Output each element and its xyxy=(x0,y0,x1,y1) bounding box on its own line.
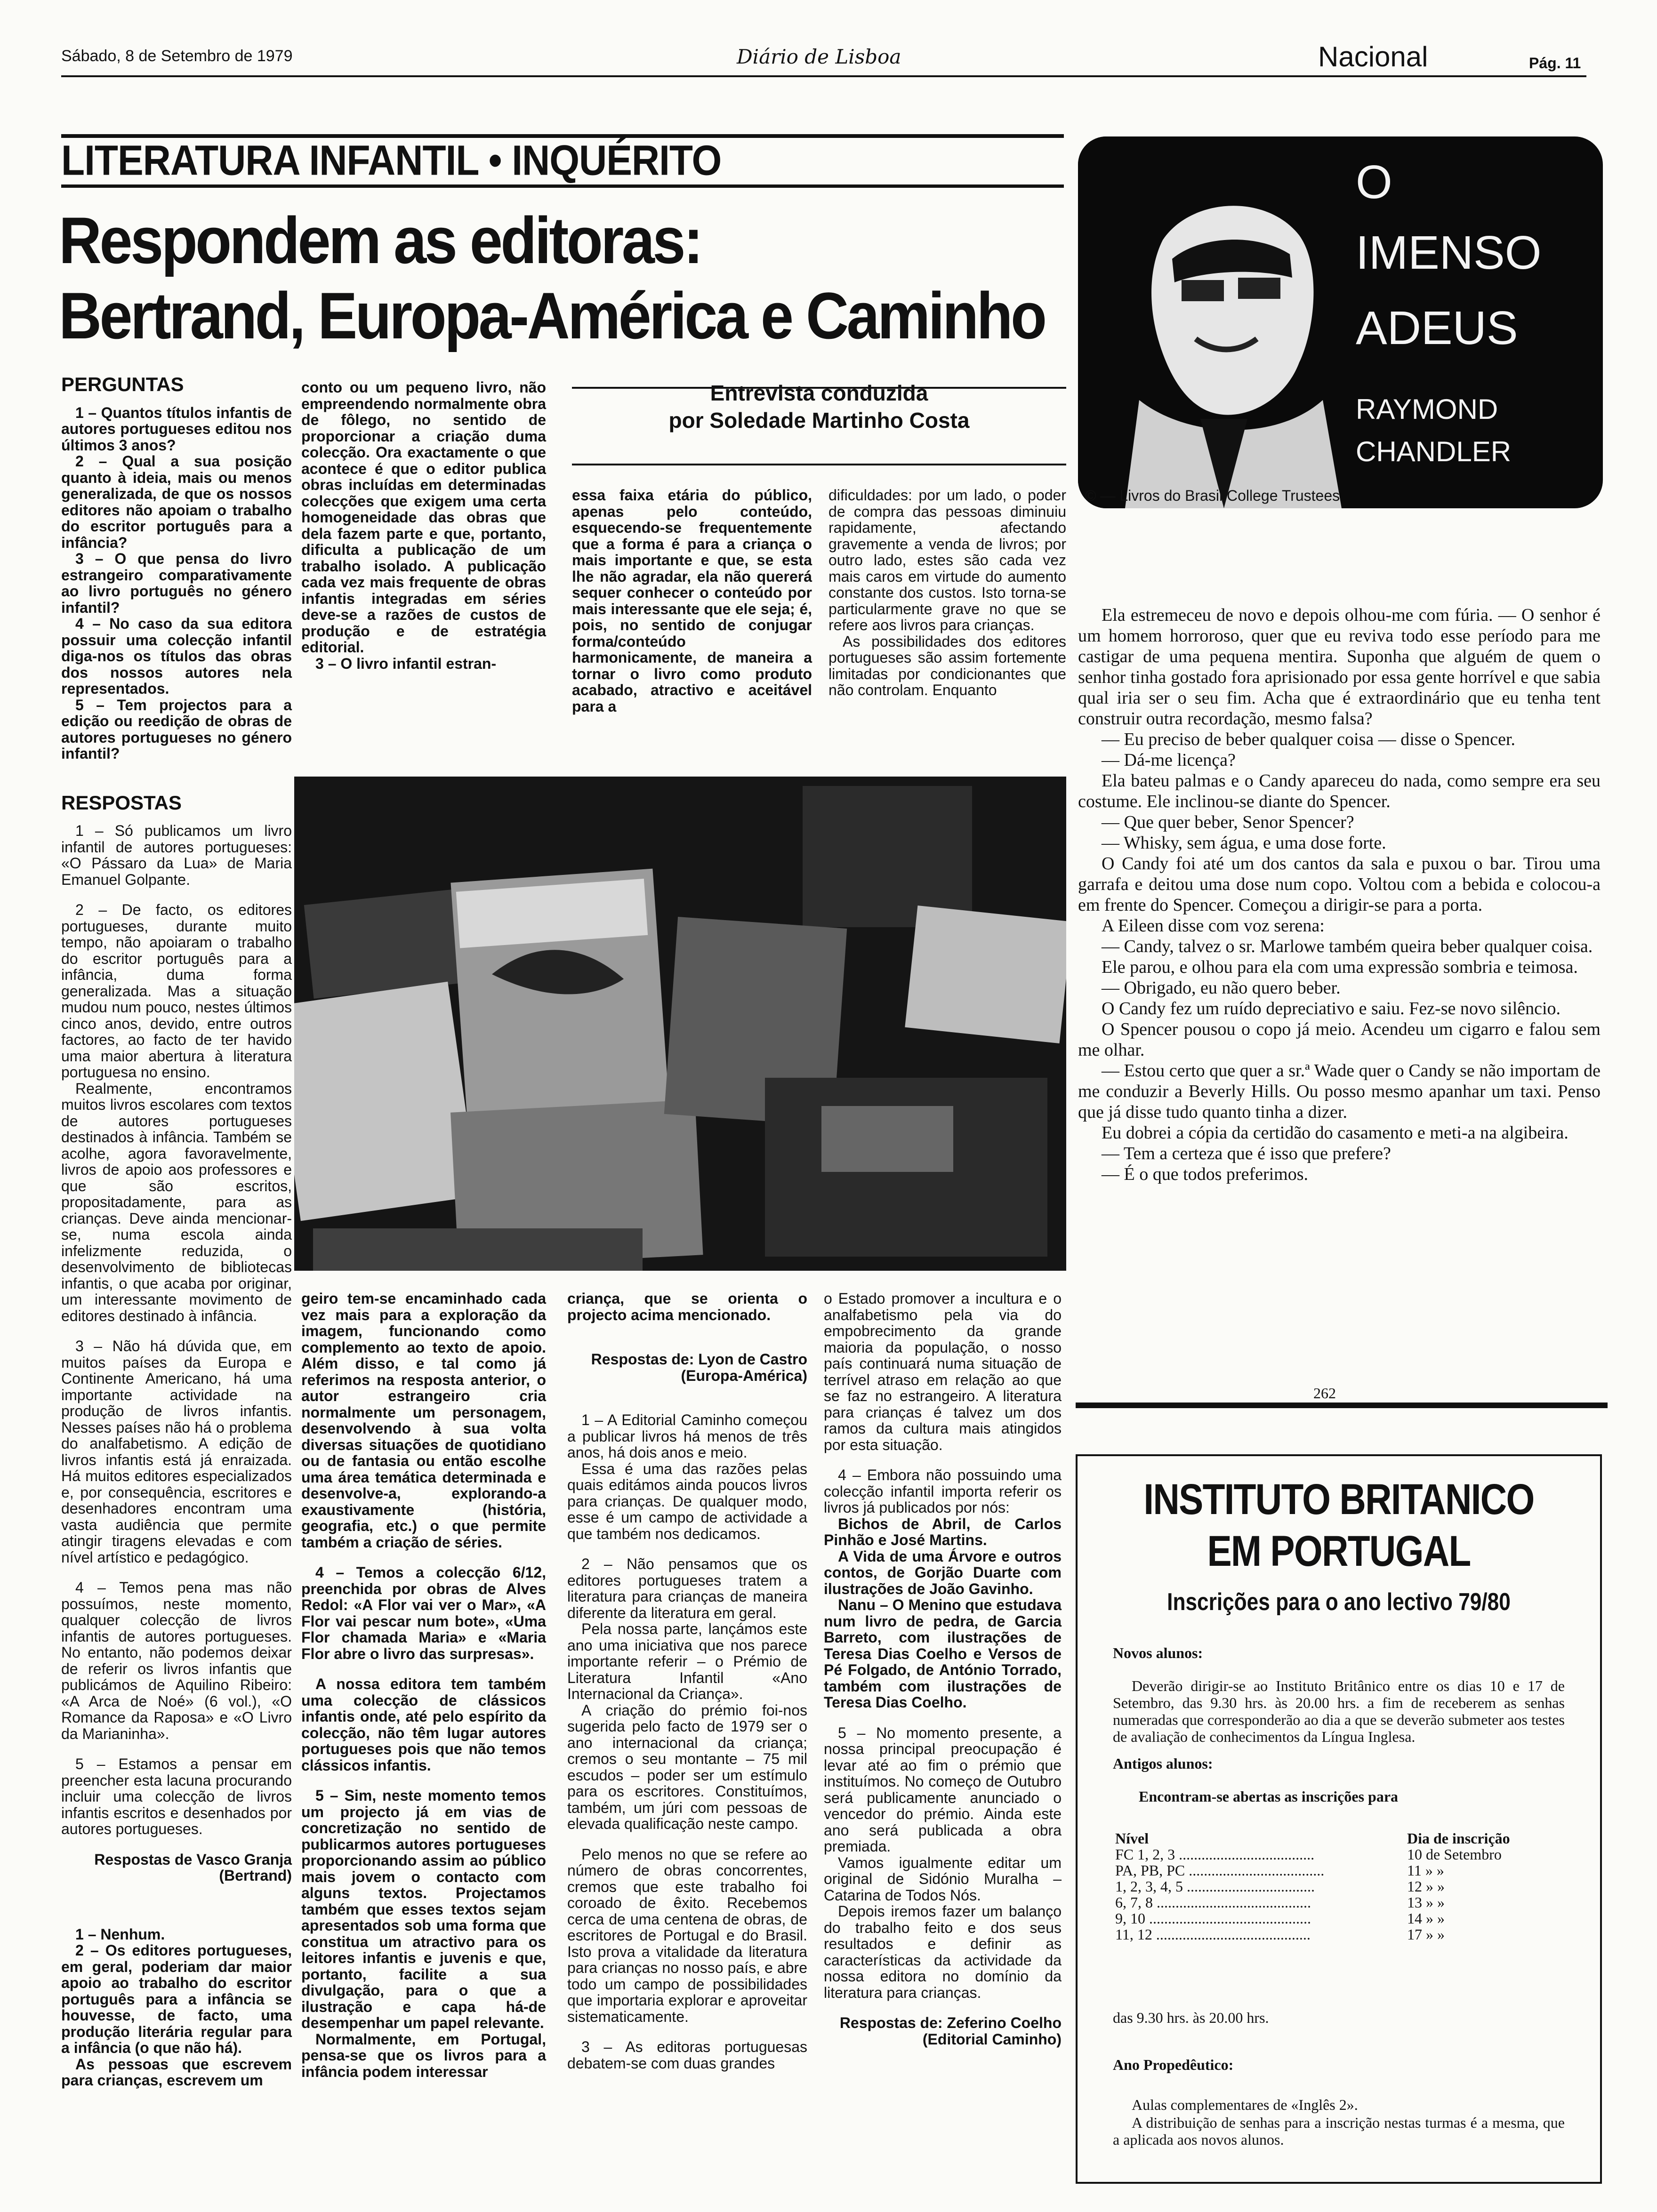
caminho-answer-2b: Pela nossa parte, lançámos este ano uma iniciativa que nos parece importante referir – o Prémio de Literatura Infantil «Ano Internacional da Criança». xyxy=(567,1620,807,1702)
prop-text-1: Aulas complementares de «Inglês 2». xyxy=(1132,2096,1358,2113)
column-4-bottom xyxy=(824,1290,1062,2061)
prop-heading: Ano Propedêutico: xyxy=(1113,2056,1234,2073)
book-title-line-1: O xyxy=(1356,156,1392,208)
page-number: Pág. 11 xyxy=(1529,55,1581,72)
day-cell: 10 de Setembro xyxy=(1407,1846,1502,1863)
ea-answer-2-cont: As pessoas que escrevem para crianças, escrevem um xyxy=(61,2055,292,2089)
col2-top-text: conto ou um pequeno livro, não empreendendo normalmente obra de fôlego, no sentido de proporcionar a criação duma colecção. Ora exactamente o que acontece é que o editor publica obras incluídas em determinadas colecções que exigem uma certa homogeneidade das obras que dela fazem parte e que, portanto, dificulta a publicação de um trabalho isolado. A publicação cada vez mais frequente de obras infantis integradas em séries deve-se a razões de custos de produção e de estratégia editorial. xyxy=(301,379,546,656)
caminho-answer-2c: A criação do prémio foi-nos sugerida pelo facto de 1979 ser o ano internacional da criança; cremos o seu montante – 75 mil escudos – poder ser um estímulo para os escritores. Constituímos, também, um júri com pessoas de elevada qualificação neste campo. xyxy=(567,1701,807,1832)
question-3: 3 – O que pensa do livro estrangeiro comparativamente ao livro português no género infantil? xyxy=(61,550,292,616)
institute-title-line-2: EM PORTUGAL xyxy=(1207,1527,1471,1575)
col4-top-text-b: As possibilidades dos editores portugueses são assim fortemente limitadas por condicionantes que não controlam. Enquanto xyxy=(828,633,1066,698)
caminho-answer-5: 5 – No momento presente, a nossa principal preocupação é levar até ao fim o prémio que instituímos. No começo de Outubro será publicamente anunciado o vencedor do prémio. Ainda este ano será publicada a obra premiada. xyxy=(824,1724,1062,1855)
institute-advert xyxy=(1076,1454,1602,2184)
table-row xyxy=(1115,1910,1558,1926)
kicker-rule-bottom xyxy=(61,184,1064,188)
book-author-line-1: RAYMOND xyxy=(1356,393,1498,425)
novel-paragraph: — Eu preciso de beber qualquer coisa — disse o Spencer. xyxy=(1102,729,1516,749)
novel-paragraph: A Eileen disse com voz serena: xyxy=(1102,916,1325,936)
level-cell: 9, 10 ........................................... xyxy=(1115,1910,1311,1927)
novel-paragraph: — Obrigado, eu não quero beber. xyxy=(1102,978,1341,998)
question-1: 1 – Quantos títulos infantis de autores portugueses editou nos últimos 3 anos? xyxy=(61,404,292,454)
old-students-text: Encontram-se abertas as inscrições para xyxy=(1139,1788,1399,1805)
column-3-top xyxy=(572,487,812,729)
author-portrait xyxy=(1078,136,1351,508)
level-cell: 6, 7, 8 ......................................... xyxy=(1115,1894,1311,1911)
novel-paragraph: O Spencer pousou o copo já meio. Acendeu um cigarro e falou sem me olhar. xyxy=(1078,1019,1601,1060)
level-cell: 11, 12 ......................................... xyxy=(1115,1926,1311,1943)
signature-bertrand: Respostas de Vasco Granja (Bertrand) xyxy=(94,1851,292,1884)
byline-rule-bottom xyxy=(572,464,1066,465)
ea-answer-1: 1 – Nenhum. xyxy=(75,1925,165,1943)
book-author-line-2: CHANDLER xyxy=(1356,436,1512,467)
caminho-answer-5c: Depois iremos fazer um balanço do trabalho feito e dos seus resultados e definir as características da actividade da nossa editora no domínio da literatura para crianças. xyxy=(824,1903,1062,2001)
novel-paragraph: — Que quer beber, Senor Spencer? xyxy=(1102,812,1354,832)
col2-bottom-text-e: Normalmente, em Portugal, pensa-se que os livros para a infância podem interessar xyxy=(301,2030,546,2080)
novel-paragraph: Ela bateu palmas e o Candy apareceu do nada, como sempre era seu costume. Ele inclinou-se diante do Spencer. xyxy=(1078,771,1601,811)
answer-1: 1 – Só publicamos um livro infantil de autores portugueses: «O Pássaro da Lua» de Maria Emanuel Golpante. xyxy=(61,822,292,888)
question-2: 2 – Qual a sua posição quanto à ideia, mais ou menos generalizada, de que os nossos editores não apoiam o trabalho do escritor português para a infância? xyxy=(61,453,292,551)
day-column-header: Dia de inscrição xyxy=(1407,1830,1510,1847)
photo-illustration xyxy=(294,777,1066,1271)
novel-paragraph: O Candy fez um ruído depreciativo e saiu. Fez-se novo silêncio. xyxy=(1102,999,1561,1018)
novel-paragraph: Ele parou, e olhou para ela com uma expressão sombria e teimosa. xyxy=(1102,957,1578,977)
ea-answer-2: 2 – Os editores portugueses, em geral, poderiam dar maior apoio ao trabalho do escritor português para a infância se houvesse, de facto, uma produção literária regular para a infância (o que não há). xyxy=(61,1942,292,2056)
novel-paragraph: — Dá-me licença? xyxy=(1102,750,1236,770)
col4-bottom-text: o Estado promover a incultura e o analfabetismo pela via do empobrecimento da grande maioria da população, o nosso país continuará numa situação de terrível atraso em relação ao que se faz no estrangeiro. A literatura para crianças é talvez um dos ramos da cultura mais atingidos por esta situação. xyxy=(824,1290,1062,1453)
answer-2: 2 – De facto, os editores portugueses, durante muito tempo, não apoiaram o trabalho do escritor português para a infância, duma forma generalizada. Mas a situação mudou num pouco, nestes últimos cinco anos, devido, entre outros factores, ao facto de ter havido uma maior abertura à literatura portuguesa no ensino. xyxy=(61,901,292,1081)
day-cell: 13 » » xyxy=(1407,1894,1445,1911)
table-row xyxy=(1115,1846,1558,1862)
issue-date: Sábado, 8 de Setembro de 1979 xyxy=(61,47,293,65)
novel-paragraph: — Estou certo que quer a sr.ª Wade quer o Candy se não importam de me conduzir a Beverly Hills. Ou posso mesmo apanhar um taxi. Penso que já disse tudo quanto tinha a dizer. xyxy=(1078,1061,1601,1122)
article-kicker: LITERATURA INFANTIL • INQUÉRITO xyxy=(61,137,722,184)
table-header xyxy=(1115,1830,1558,1846)
book-title-line-2: IMENSO xyxy=(1356,226,1542,279)
book-covers-photo xyxy=(294,777,1066,1271)
col3-top-text: essa faixa etária do público, apenas pelo conteúdo, esquecendo-se frequentemente que a forma é para a criança o mais importante e que, se esta lhe não agradar, ela não quererá sequer conhecer o conteúdo por mais interessante que ele seja; é, pois, no sentido de conjugar forma/conteúdo harmonicamente, de maneira a tornar o livro como produto acabado, atractivo e aceitável para a xyxy=(572,487,812,715)
novel-paragraph: Eu dobrei a cópia da certidão do casamento e meti-a na algibeira. xyxy=(1102,1123,1569,1143)
headline-line-1: Respondem as editoras: xyxy=(59,203,701,277)
institute-rule xyxy=(1076,1403,1608,1408)
caminho-answer-1: 1 – A Editorial Caminho começou a publicar livros há menos de três anos, há dois anos e meio. xyxy=(567,1411,807,1461)
answer-5: 5 – Estamos a pensar em preencher esta lacuna procurando incluir uma colecção de livros infantis escritos e desenhados por autores portugueses. xyxy=(61,1755,292,1837)
level-column-header: Nível xyxy=(1115,1830,1149,1847)
book-title-line-3: ADEUS xyxy=(1356,302,1518,354)
column-2-top xyxy=(301,379,546,686)
institute-title-line-1: INSTITUTO BRITANICO xyxy=(1143,1475,1534,1523)
col4-top-text: dificuldades: por um lado, o poder de compra das pessoas diminuiu rapidamente, afectando gravemente a venda de livros; por outro lado, estes são cada vez mais caros em virtude do aumento constante dos custos. Isto torna-se particularmente grave no que se refere aos livros para crianças. xyxy=(828,487,1066,633)
level-schedule-table xyxy=(1115,1830,1558,1942)
questions-heading: PERGUNTAS xyxy=(61,373,184,395)
caminho-answer-3: 3 – As editoras portuguesas debatem-se com duas grandes xyxy=(567,2038,807,2072)
signature-caminho: Respostas de: Zeferino Coelho (Editorial Caminho) xyxy=(839,2014,1062,2048)
column-1 xyxy=(61,373,292,2103)
level-cell: PA, PB, PC .................................... xyxy=(1115,1862,1325,1879)
byline xyxy=(572,379,1066,434)
answers-heading: RESPOSTAS xyxy=(61,791,182,814)
caminho-answer-5b: Vamos igualmente editar um original de Sidónio Muralha – Catarina de Todos Nós. xyxy=(824,1854,1062,1904)
question-5: 5 – Tem projectos para a edição ou reedição de obras de autores portugueses no género infantil? xyxy=(61,696,292,762)
level-cell: FC 1, 2, 3 .................................... xyxy=(1115,1846,1315,1863)
novel-paragraph: — Candy, talvez o sr. Marlowe também queira beber qualquer coisa. xyxy=(1102,937,1593,956)
caminho-book-1: Bichos de Abril, de Carlos Pinhão e José Martins. xyxy=(824,1515,1062,1548)
table-row xyxy=(1115,1878,1558,1894)
col2-bottom-text-c: A nossa editora tem também uma colecção de clássicos infantis onde, até pelo espírito da colecção, não têm lugar autores portugueses pois que não temos clássicos infantis. xyxy=(301,1675,546,1774)
novel-paragraph: — Whisky, sem água, e uma dose forte. xyxy=(1102,833,1386,853)
column-2-bottom xyxy=(301,1290,546,2094)
day-cell: 11 » » xyxy=(1407,1862,1444,1879)
signature-europa-america: Respostas de: Lyon de Castro (Europa-América) xyxy=(591,1351,807,1384)
col2-top-text-b: 3 – O livro infantil estran- xyxy=(315,655,497,672)
novel-paragraph: — Tem a certeza que é isso que prefere? xyxy=(1102,1144,1391,1163)
question-4: 4 – No caso da sua editora possuir uma colecção infantil diga-nos os títulos das obras dos nossos autores nela representados. xyxy=(61,615,292,697)
day-cell: 12 » » xyxy=(1407,1878,1445,1895)
newspaper-name: Diário de Lisboa xyxy=(737,45,901,68)
answer-4: 4 – Temos pena mas não possuímos, neste momento, qualquer colecção de livros infantis de autores portugueses. No entanto, não podemos deixar de referir os livros infantis que publicámos de Aquilino Ribeiro: «A Arca de Noé» (6 vol.), «O Romance da Raposa» e «O Livro da Marianinha». xyxy=(61,1579,292,1742)
masthead-rule xyxy=(61,75,1586,77)
col2-bottom-text: geiro tem-se encaminhado cada vez mais para a exploração da imagem, funcionando como complemento ao texto de apoio. Além disso, e tal como já referimos na resposta anterior, o autor estrangeiro cria normalmente um personagem, desenvolvendo à sua volta diversas situações de quotidiano ou de fantasia ou então escolhe uma área temática determinada e desenvolve-a, explorando-a exaustivamente (história, geografia, etc.) o que permite também a criação de séries. xyxy=(301,1290,546,1551)
novel-excerpt xyxy=(1078,605,1601,1185)
new-students-text: Deverão dirigir-se ao Instituto Britânico entre os dias 10 e 17 de Setembro, das 9.30 hrs. às 20.00 hrs. a fim de receberem as senhas numeradas que corresponderão ao dia a que se deverão submeter aos testes de avaliação de conhecimentos da Língua Inglesa. xyxy=(1113,1677,1565,1745)
answer-2-cont: Realmente, encontramos muitos livros escolares com textos de autores portugueses destinados à infância. Também se acolhe, agora favoravelmente, livros de apoio aos professores e que são escritos, propositadamente, para as crianças. Deve ainda mencionar-se, numa escola ainda infelizmente reduzida, o desenvolvimento de bibliotecas infantis, o que acaba por originar, um interessante movimento de editores destinado à infância. xyxy=(61,1080,292,1324)
byline-line-1: Entrevista conduzida xyxy=(710,381,928,405)
novel-paragraph: Ela estremeceu de novo e depois olhou-me com fúria. — O senhor é um homem horroroso, quer que eu reviva todo esse período para me castigar de uma pequena mentira. Suponha que alguém de quem o senhor tinha gostado fora aprisionado por essa gente horrível e que sabia qual iria ser o seu fim. Acha que é extraordinário que eu tenha tent construir outra recordação, mesmo falsa? xyxy=(1078,605,1601,729)
byline-line-2: por Soledade Martinho Costa xyxy=(668,408,970,433)
headline-line-2: Bertrand, Europa-América e Caminho xyxy=(59,279,1045,353)
caminho-answer-1b: Essa é uma das razões pelas quais editámos ainda poucos livros para crianças. De qualquer modo, esse é um campo de actividade a que também nos dedicamos. xyxy=(567,1460,807,1542)
caminho-answer-4: 4 – Embora não possuindo uma colecção infantil importa referir os livros já publicados por nós: xyxy=(824,1467,1062,1516)
level-cell: 1, 2, 3, 4, 5 .................................. xyxy=(1115,1878,1315,1895)
caminho-book-2: A Vida de uma Árvore e outros contos, de Gorjão Duarte com ilustrações de João Gavinho. xyxy=(824,1547,1062,1597)
col3-bottom-text: criança, que se orienta o projecto acima mencionado. xyxy=(567,1290,807,1323)
caminho-answer-2: 2 – Não pensamos que os editores portugueses tratem a literatura para crianças de maneira diferente da literatura em geral. xyxy=(567,1555,807,1621)
column-3-bottom xyxy=(567,1290,807,2085)
day-cell: 17 » » xyxy=(1407,1926,1445,1943)
table-row xyxy=(1115,1862,1558,1878)
answer-3: 3 – Não há dúvida que, em muitos países da Europa e Continente Americano, há uma importante actividade na produção de livros infantis. Nesses países não há o problema do analfabetismo. A edição de livros infantis está já enraizada. Há muitos editores especializados e, por consequência, escritores e desenhadores encontram uma vasta audiência que permite atingir tiragens elevadas e com nível artístico e pedagógico. xyxy=(61,1338,292,1566)
prop-text-2: A distribuição de senhas para a inscrição nestas turmas é a mesma, que a aplicada aos novos alunos. xyxy=(1113,2114,1565,2148)
table-row xyxy=(1115,1926,1558,1942)
book-advert xyxy=(1078,136,1603,508)
novel-page-number: 262 xyxy=(1313,1385,1336,1402)
section-name: Nacional xyxy=(1318,41,1428,72)
novel-paragraph: — É o que todos preferimos. xyxy=(1102,1164,1309,1184)
column-4-top xyxy=(828,487,1066,713)
caminho-answer-2d: Pelo menos no que se refere ao número de obras concorrentes, cremos que este trabalho foi coroado de êxito. Recebemos cerca de uma centena de obras, de escritores de Portugal e do Brasil. Isto prova a vitalidade da literatura para crianças no nosso país, e abre todo um campo de possibilidades que importaria explorar e aproveitar sistematicamente. xyxy=(567,1845,807,2025)
table-row xyxy=(1115,1894,1558,1910)
col2-bottom-text-b: 4 – Temos a colecção 6/12, preenchida por obras de Alves Redol: «A Flor vai ver o Mar», «A Flor vai pescar num bote», «Uma Flor chamada Maria» e «Maria Flor abre o livro das surpresas». xyxy=(301,1564,546,1662)
caminho-book-3: Nanu – O Menino que estudava num livro de pedra, de Garcia Barreto, com ilustrações de Teresa Dias Coelho e Versos de Pé Folgado, de António Torrado, também com ilustrações de Teresa Dias Coelho. xyxy=(824,1596,1062,1711)
institute-subtitle: Inscrições para o ano lectivo 79/80 xyxy=(1167,1588,1511,1616)
book-credit: © — Livros do Brasil/College Trustees xyxy=(1085,487,1340,504)
new-students-heading: Novos alunos: xyxy=(1113,1644,1203,1661)
col2-bottom-text-d: 5 – Sim, neste momento temos um projecto já em vias de concretização no sentido de publicarmos autores portugueses proporcionando assim ao público mais jovem o contacto com alguns textos. Projectamos também que esses textos sejam apresentados sob uma forma que constitua um atractivo para os leitores infantis e juvenis e que, portanto, facilite a sua divulgação, para o que a ilustração e capa há-de desempenhar um papel relevante. xyxy=(301,1787,546,2031)
novel-paragraph: O Candy foi até um dos cantos da sala e puxou o bar. Tirou uma garrafa e deitou uma dose num copo. Voltou com a bebida e colocou-a em frente do Spencer. Começou a dirigir-se para a porta. xyxy=(1078,854,1601,915)
old-students-heading: Antigos alunos: xyxy=(1113,1755,1213,1772)
hours-text: das 9.30 hrs. às 20.00 hrs. xyxy=(1113,2009,1269,2026)
day-cell: 14 » » xyxy=(1407,1910,1445,1927)
